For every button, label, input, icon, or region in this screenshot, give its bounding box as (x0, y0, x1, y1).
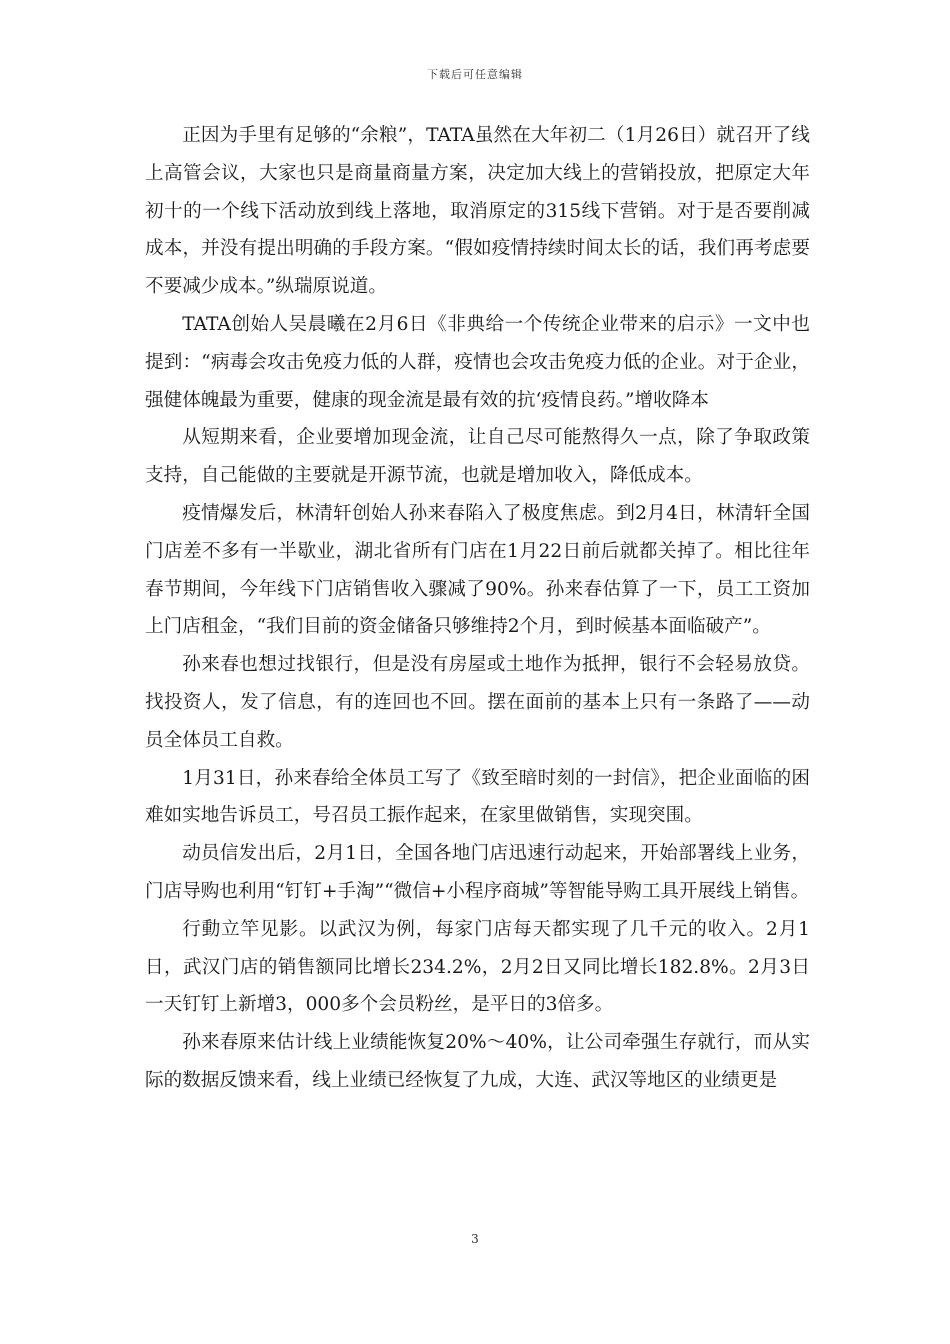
page-number: 3 (471, 1232, 479, 1246)
paragraph: 动员信发出后，2月1日，全国各地门店迅速行动起来，开始部署线上业务，门店导购也利用“钉钉+手淘”“微信+小程序商城”等智能导购工具开展线上销售。 (145, 843, 810, 902)
paragraph: TATA创始人吴晨曦在2月6日《非典给一个传统企业带来的启示》一文中也提到：“病毒会攻击免疫力低的人群，疫情也会攻击免疫力低的企业。对于企业，强健体魄最为重要，健康的现金流是最有效的抗‘疫情良药。”增收降本 (145, 313, 810, 411)
page-header: 下载后可任意编辑 (427, 68, 523, 81)
paragraph: 从短期来看，企业要增加现金流，让自己尽可能熬得久一点，除了争取政策支持，自己能做的主要就是开源节流，也就是增加收入，降低成本。 (145, 427, 810, 487)
paragraph: 疫情爆发后，林清轩创始人孙来春陷入了极度焦虑。到2月4日，林清轩全国门店差不多有一半歇业，湖北省所有门店在1月22日前后就都关掉了。相比往年春节期间，今年线下门店销售收入骤减了90%。孙来春估算了一下，员工工资加上门店租金，“我们目前的资金储备只够维持2个月，到时候基本面临破产”。 (145, 502, 810, 638)
paragraph: 孙来春原来估计线上业绩能恢复20%～40%，让公司牵强生存就行，而从实际的数据反馈来看，线上业绩已经恢复了九成，大连、武汉等地区的业绩更是 (145, 1032, 810, 1091)
paragraph: 行動立竿见影。以武汉为例，每家门店每天都实现了几千元的收入。2月1日，武汉门店的销售额同比增长234.2%，2月2日又同比增长182.8%。2月3日一天钉钉上新增3，000多个会员粉丝，是平日的3倍多。 (145, 918, 810, 1016)
paragraph: 1月31日，孙来春给全体员工写了《致至暗时刻的一封信》，把企业面临的困难如实地告诉员工，号召员工振作起来，在家里做销售，实现突围。 (145, 767, 810, 827)
document-body (145, 117, 810, 1100)
paragraph: 正因为手里有足够的“余粮”，TATA虽然在大年初二（1月26日）就召开了线上高管会议，大家也只是商量商量方案，决定加大线上的营销投放，把原定大年初十的一个线下活动放到线上落地，取消原定的315线下营销。对于是否要削减成本，并没有提出明确的手段方案。“假如疫情持续时间太长的话，我们再考虑要不要减少成本。”纵瑞原说道。 (145, 125, 810, 298)
paragraph: 孙来春也想过找银行，但是没有房屋或土地作为抵押，银行不会轻易放贷。找投资人，发了信息，有的连回也不回。摆在面前的基本上只有一条路了——动员全体员工自救。 (145, 654, 810, 751)
